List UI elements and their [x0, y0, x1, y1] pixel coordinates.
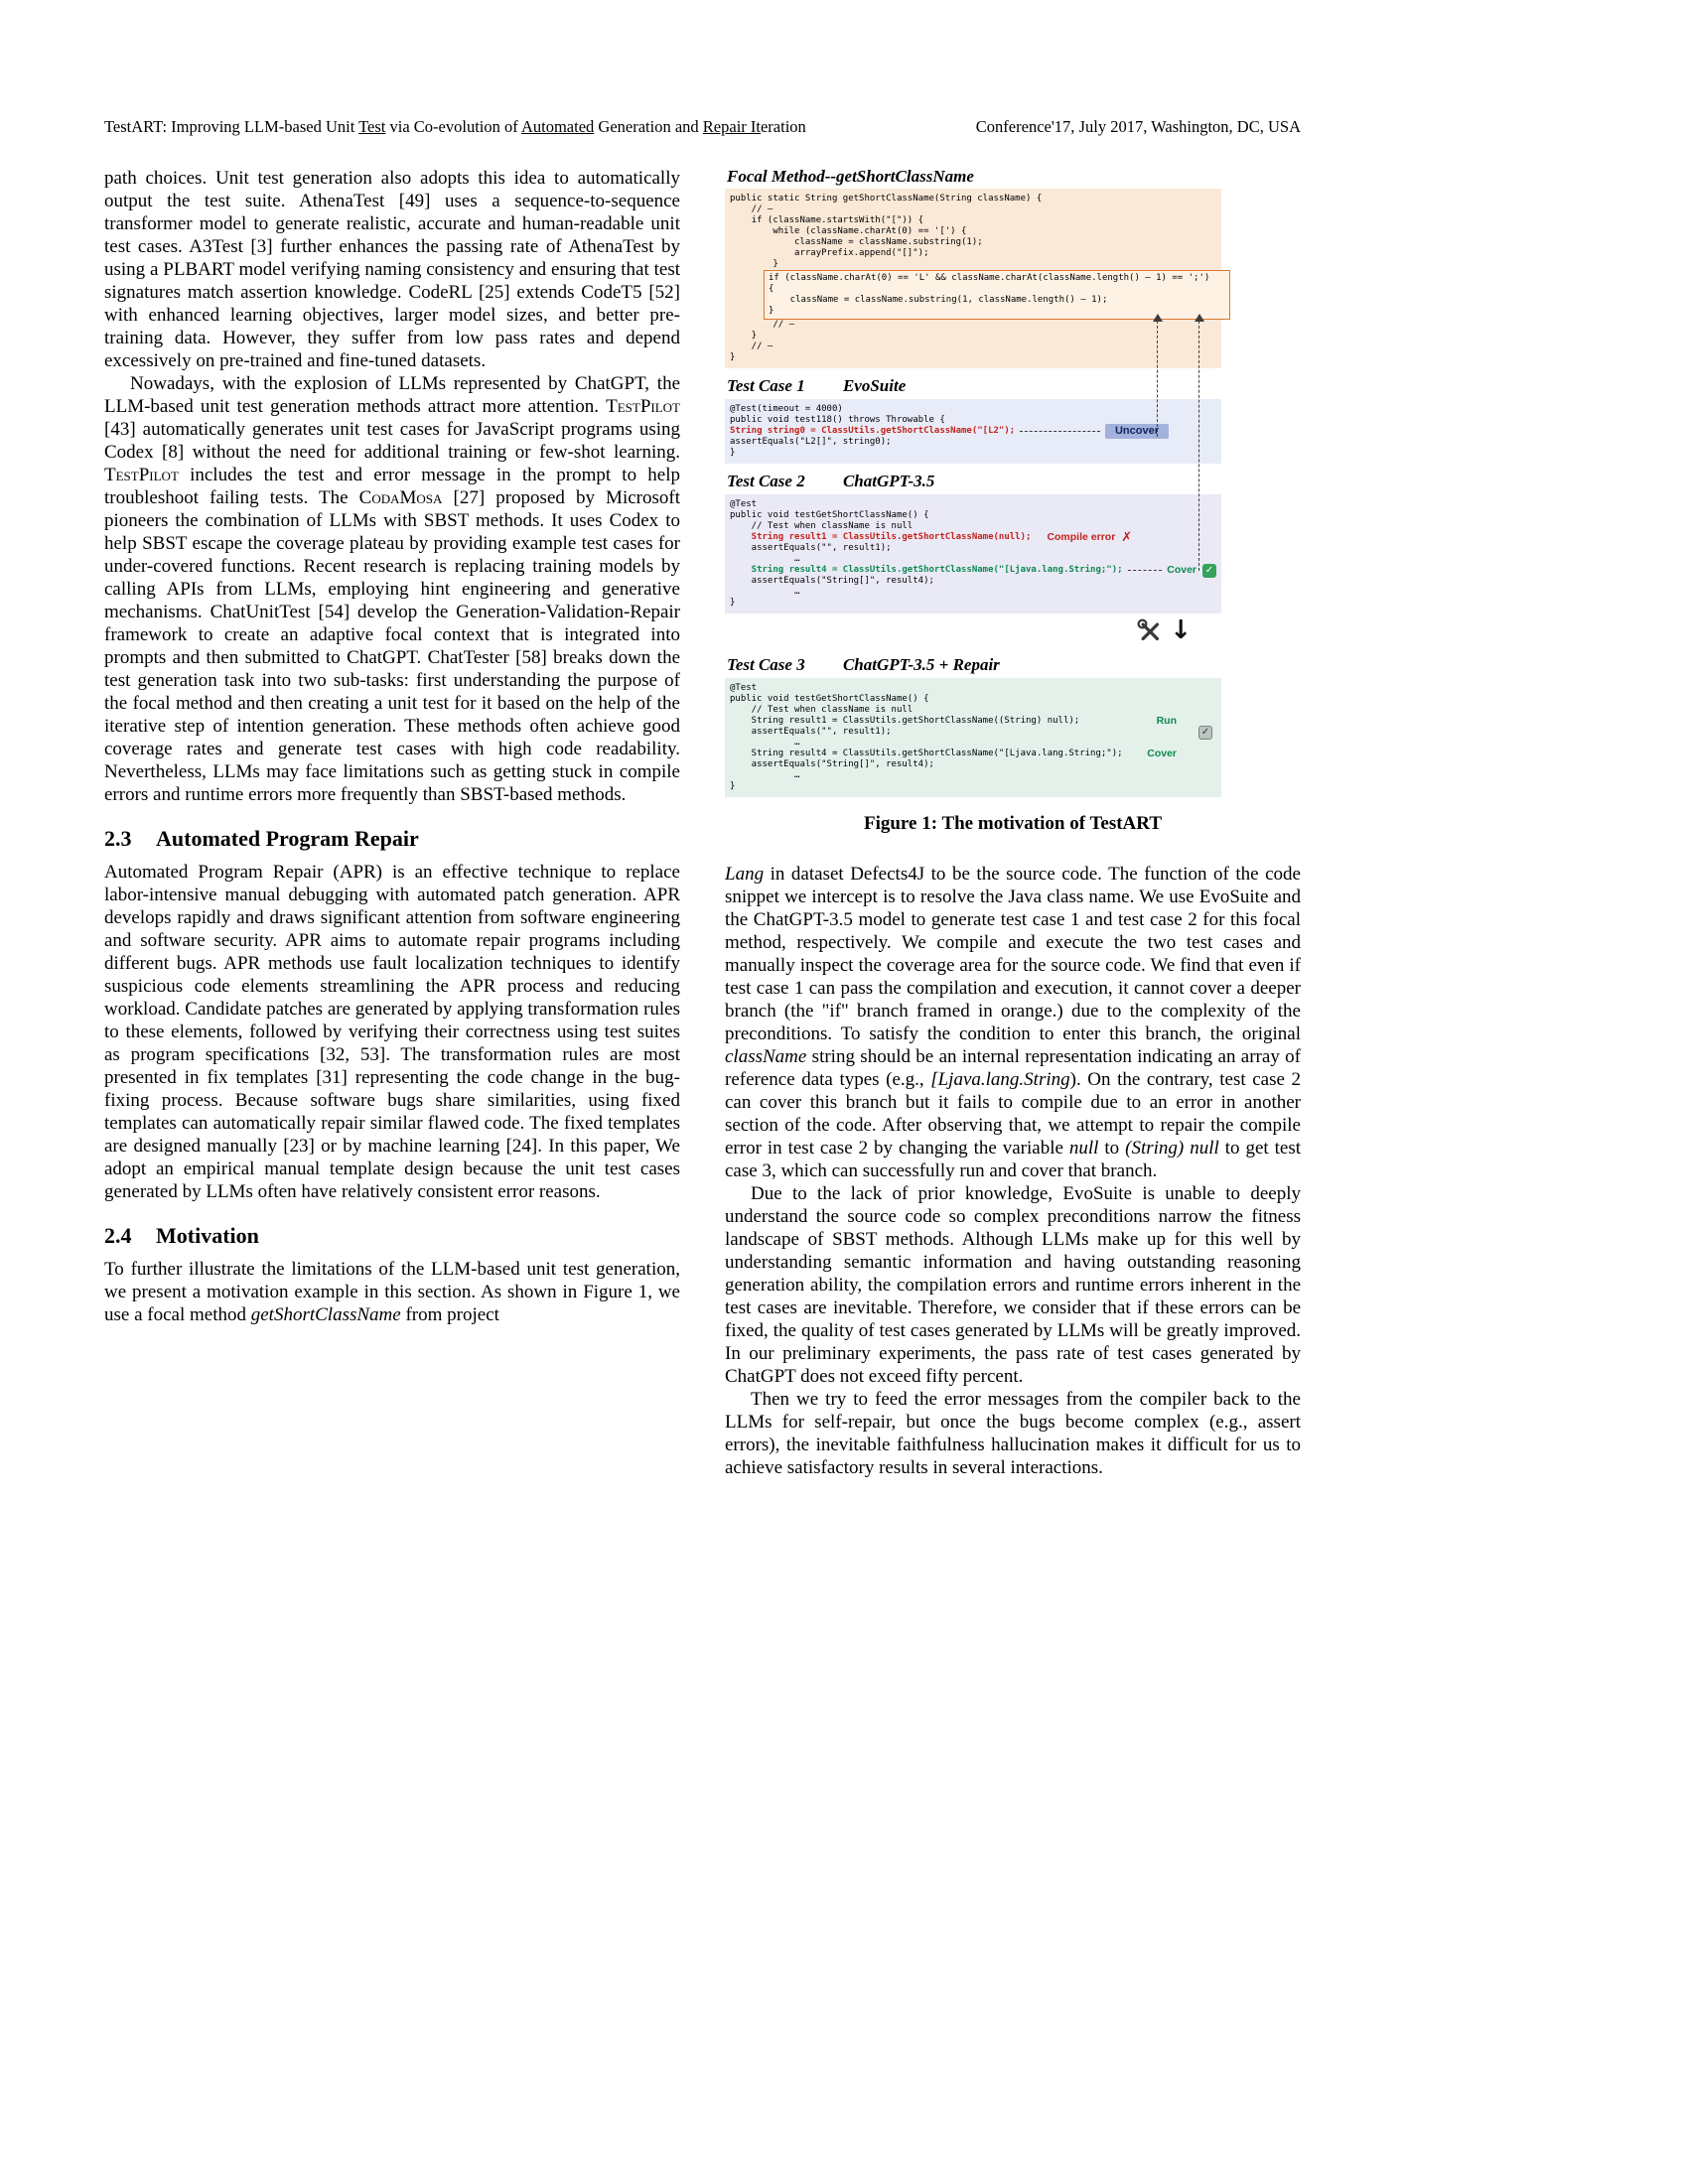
- code-text: …: [730, 738, 800, 748]
- test-case-label: Test Case 2: [727, 472, 805, 490]
- test-case-engine: ChatGPT-3.5: [842, 472, 935, 490]
- code-text: className = className.substring(1, className.length() – 1);: [769, 295, 1108, 305]
- code-line: [730, 759, 1216, 770]
- code-text: // Test when className is null: [730, 705, 914, 715]
- code-line: [730, 738, 1216, 749]
- test-case-label: Test Case 3: [727, 655, 805, 674]
- paragraph: To further illustrate the limitations of the LLM-based unit test generation, we present a motivation example in this section. As shown in Figure 1, we use a focal method getShortClassName from project: [104, 1259, 680, 1325]
- code-line: [730, 331, 1216, 341]
- code-text: }: [730, 352, 736, 362]
- code-text: @Test: [730, 683, 758, 693]
- code-line: [730, 404, 1216, 415]
- code-text: // –: [730, 341, 774, 351]
- annotation-cover: Cover: [1147, 748, 1177, 759]
- repair-transition: [725, 614, 1301, 647]
- code-line: [730, 598, 1216, 609]
- code-line: [730, 237, 1216, 248]
- code-text: }: [730, 331, 758, 341]
- test-case-1-code: [725, 399, 1221, 464]
- code-line: [730, 705, 1216, 716]
- text-segment: className: [725, 1046, 807, 1067]
- up-arrow-icon: [1153, 314, 1163, 322]
- code-text: …: [730, 587, 800, 597]
- figure-caption: Figure 1: The motivation of TestART: [863, 813, 1162, 834]
- code-text: String result4 = ClassUtils.getShortClassName("[Ljava.lang.String;");: [730, 749, 1123, 758]
- test-case-2-code: [725, 494, 1221, 614]
- code-line: [730, 320, 1216, 331]
- code-line: [730, 781, 1216, 792]
- code-text: }: [730, 781, 736, 791]
- focal-method-title: Focal Method--getShortClassName: [727, 167, 974, 186]
- code-line: [730, 341, 1216, 352]
- cross-icon: ✗: [1121, 530, 1133, 545]
- code-line: [769, 284, 1225, 295]
- annotation-uncover: Uncover: [1105, 424, 1169, 439]
- code-line: [730, 510, 1216, 521]
- code-text: className = className.substring(1);: [730, 237, 983, 247]
- code-line: [730, 194, 1216, 205]
- code-text: // –: [730, 205, 774, 214]
- dashed-connector-cover: [1198, 321, 1199, 571]
- test-case-1-title: [727, 376, 1301, 396]
- text-segment: TestPilot: [104, 465, 179, 485]
- code-line: [730, 448, 1216, 459]
- check-gray-icon: ✓: [1198, 726, 1212, 740]
- focal-method-code: [725, 189, 1221, 368]
- annotation-compile-error: Compile error: [1047, 531, 1116, 543]
- code-line: [730, 770, 1216, 781]
- paragraph: Then we try to feed the error messages from the compiler back to the LLMs for self-repair, but once the bugs become complex (e.g., assert errors), the inevitable faithfulness hallucination makes it difficult for us to achieve satisfactory results in several interactions.: [725, 1389, 1301, 1478]
- code-text: String result1 = ClassUtils.getShortClassName((String) null);: [730, 716, 1080, 726]
- code-text: }: [730, 448, 736, 458]
- text-segment: [Ljava.lang.String: [930, 1069, 1070, 1090]
- running-head-title: TestART: Improving LLM-based Unit Test via Co-evolution of Automated Generation and Repair Iteration: [104, 117, 806, 136]
- section-number: 2.4: [104, 1223, 132, 1248]
- code-text: assertEquals("", result1);: [730, 543, 892, 553]
- code-text: assertEquals("L2[]", string0);: [730, 437, 892, 447]
- code-text: String result4 = ClassUtils.getShortClassName("[Ljava.lang.String;");: [730, 565, 1123, 575]
- text-segment: null: [1068, 1138, 1099, 1159]
- code-text: assertEquals("", result1);: [730, 727, 892, 737]
- text-segment: Repair It: [702, 117, 761, 136]
- code-line: [730, 749, 1216, 759]
- section-heading-2-4: [104, 1223, 680, 1249]
- text-segment: Test: [358, 117, 386, 136]
- code-text: // –: [730, 320, 795, 330]
- code-line: [730, 716, 1216, 727]
- code-line: [730, 226, 1216, 237]
- repair-tools-icon: [1136, 617, 1162, 643]
- test-case-3-code: [725, 678, 1221, 797]
- section-number: 2.3: [104, 826, 132, 851]
- code-line: [730, 587, 1216, 598]
- code-line: [769, 295, 1225, 306]
- code-text: public void testGetShortClassName() {: [730, 694, 929, 704]
- check-green-icon: ✓: [1202, 564, 1216, 578]
- focal-code-pre: [730, 194, 1216, 270]
- code-line: [730, 543, 1216, 554]
- if-branch-frame: [764, 270, 1230, 320]
- down-arrow-icon: ↓: [1170, 615, 1192, 645]
- annotation-cover: Cover: [1167, 564, 1196, 576]
- text-segment: (String) null: [1125, 1138, 1219, 1159]
- code-line: [730, 532, 1216, 543]
- paragraph: path choices. Unit test generation also adopts this idea to automatically output the test suite. AthenaTest [49] uses a sequence-to-sequence transformer model to generate realistic, accurate and human-readable unit test cases. A3Test [3] further enhances the passing rate of AthenaTest by using a PLBART model verifying naming consistency and ensuring that test signatures match assertion knowledge. CodeRL [25] extends CodeT5 [52] with enhanced learning objectives, larger model sizes, and better pre-training data. However, they suffer from low pass rates and depend excessively on pre-trained and fine-tuned datasets.: [104, 168, 680, 371]
- section-heading-2-3: [104, 826, 680, 852]
- dashed-connector-uncover: [1157, 321, 1158, 437]
- up-arrow-icon: [1195, 314, 1204, 322]
- dashed-line: [1128, 570, 1163, 571]
- code-text: if (className.startsWith("[")) {: [730, 215, 924, 225]
- code-text: …: [730, 770, 800, 780]
- code-text: String string0 = ClassUtils.getShortClassName("[L2");: [730, 426, 1016, 436]
- section-title: Motivation: [156, 1223, 259, 1248]
- test-case-engine: ChatGPT-3.5 + Repair: [842, 655, 1000, 674]
- code-line: [730, 683, 1216, 694]
- figure-1: [725, 167, 1301, 835]
- left-column: [104, 167, 680, 1326]
- test-case-3-title: [727, 655, 1301, 675]
- code-line: [730, 248, 1216, 259]
- text-segment: getShortClassName: [250, 1304, 401, 1325]
- code-text: }: [730, 598, 736, 608]
- text-segment: TestPilot: [606, 396, 680, 417]
- code-text: assertEquals("String[]", result4);: [730, 576, 934, 586]
- code-line: [730, 215, 1216, 226]
- code-line: [730, 352, 1216, 363]
- paragraph: Automated Program Repair (APR) is an effective technique to replace labor-intensive manual debugging with automated patch generation. APR develops rapidly and draws significant attention from software engineering and software security. APR aims to automate repair programs including different bugs. APR methods use fault localization techniques to identify suspicious code elements streamlining the APR process and reducing workload. Candidate patches are generated by applying transformation rules to these elements, followed by verifying their correctness using test suites as program specifications [32, 53]. The transformation rules are most presented in fix templates [31] representing the code change in the bug-fixing process. Because software bugs share similarities, using fixed templates can automatically repair similar flawed code. The fixed templates are designed manually [23] or by machine learning [24]. In this paper, We adopt an empirical manual template design because the unit test cases generated by LLMs often have relatively consistent error reasons.: [104, 862, 680, 1202]
- code-text: …: [730, 554, 800, 564]
- code-text: // Test when className is null: [730, 521, 914, 531]
- code-text: arrayPrefix.append("[]");: [730, 248, 929, 258]
- code-line: [730, 205, 1216, 215]
- right-column: [725, 167, 1301, 1479]
- code-line: [730, 499, 1216, 510]
- code-line: [730, 521, 1216, 532]
- test-case-2-title: [727, 472, 1301, 491]
- code-line: [730, 565, 1216, 576]
- section-title: Automated Program Repair: [156, 826, 419, 851]
- text-segment: CodaMosa: [358, 487, 443, 508]
- code-text: }: [769, 306, 774, 316]
- dashed-line: [1020, 431, 1100, 432]
- text-segment: Lang: [725, 864, 765, 885]
- code-text: String result1 = ClassUtils.getShortClassName(null);: [730, 532, 1032, 542]
- paragraph: Lang in dataset Defects4J to be the source code. The function of the code snippet we intercept is to resolve the Java class name. We use EvoSuite and the ChatGPT-3.5 model to generate test case 1 and test case 2 for this focal method, respectively. We compile and execute the two test cases and manually inspect the coverage area for the source code. We find that even if test case 1 can pass the compilation and execution, it cannot cover a deeper branch (the "if" branch framed in orange.) due to the complexity of the preconditions. To satisfy the condition to enter this branch, the original className string should be an internal representation indicating an array of reference data types (e.g., [Ljava.lang.String). On the contrary, test case 2 can cover this branch but it fails to compile due to an error in another section of the code. After observing that, we attempt to repair the compile error in test case 2 by changing the variable null to (String) null to get test case 3, which can successfully run and cover that branch.: [725, 864, 1301, 1181]
- code-text: public void test118() throws Throwable {: [730, 415, 945, 425]
- code-text: @Test(timeout = 4000): [730, 404, 843, 414]
- code-text: {: [769, 284, 774, 294]
- paragraph: Due to the lack of prior knowledge, EvoSuite is unable to deeply understand the source code so complex preconditions narrow the fitness landscape of SBST methods. Although LLMs make up for this well by understanding semantic information and having outstanding reasoning generation ability, the compilation errors and runtime errors inherent in the test cases are inevitable. Therefore, we consider that if these errors can be fixed, the quality of test cases generated by LLMs will be greatly improved. In our preliminary experiments, the pass rate of test cases generated by ChatGPT does not exceed fifty percent.: [725, 1183, 1301, 1387]
- code-line: [730, 426, 1216, 437]
- code-line: [769, 273, 1225, 284]
- code-line: [730, 576, 1216, 587]
- code-text: public static String getShortClassName(String className) {: [730, 194, 1043, 204]
- code-text: while (className.charAt(0) == '[') {: [730, 226, 967, 236]
- code-text: @Test: [730, 499, 758, 509]
- test-case-engine: EvoSuite: [842, 376, 907, 395]
- focal-code-post: [730, 320, 1216, 363]
- annotation-run: Run: [1156, 715, 1177, 727]
- test-case-label: Test Case 1: [727, 376, 805, 395]
- code-text: public void testGetShortClassName() {: [730, 510, 929, 520]
- running-head-conference: Conference'17, July 2017, Washington, DC, USA: [975, 117, 1301, 136]
- paragraph: Nowadays, with the explosion of LLMs represented by ChatGPT, the LLM-based unit test generation methods attract more attention. TestPilot [43] automatically generates unit test cases for JavaScript programs using Codex [8] without the need for additional training or few-shot learning. TestPilot includes the test and error message in the prompt to help troubleshoot failing tests. The CodaMosa [27] proposed by Microsoft pioneers the combination of LLMs with SBST methods. It uses Codex to help SBST escape the coverage plateau by providing example test cases for under-covered functions. Recent research is replacing training models by calling APIs from LLMs, employing hint engineering and generative mechanisms. ChatUnitTest [54] develop the Generation-Validation-Repair framework to create an adaptive focal context that is integrated into prompts and then submitted to ChatGPT. ChatTester [58] breaks down the test generation task into two sub-tasks: first understanding the purpose of the focal method and then creating a unit test for it based on the help of the iterative step of intention generation. These methods often achieve good coverage rates and generate test cases with high code readability. Nevertheless, LLMs may face limitations such as getting stuck in compile errors and runtime errors more frequently than SBST-based methods.: [104, 373, 680, 805]
- code-line: [730, 727, 1216, 738]
- code-text: if (className.charAt(0) == 'L' && className.charAt(className.length() – 1) == ';'): [769, 273, 1210, 283]
- code-line: [730, 259, 1216, 270]
- text-segment: Automated: [520, 117, 595, 136]
- code-text: assertEquals("String[]", result4);: [730, 759, 934, 769]
- code-line: [730, 694, 1216, 705]
- code-text: }: [730, 259, 778, 269]
- code-line: [730, 554, 1216, 565]
- running-head: [104, 117, 1301, 137]
